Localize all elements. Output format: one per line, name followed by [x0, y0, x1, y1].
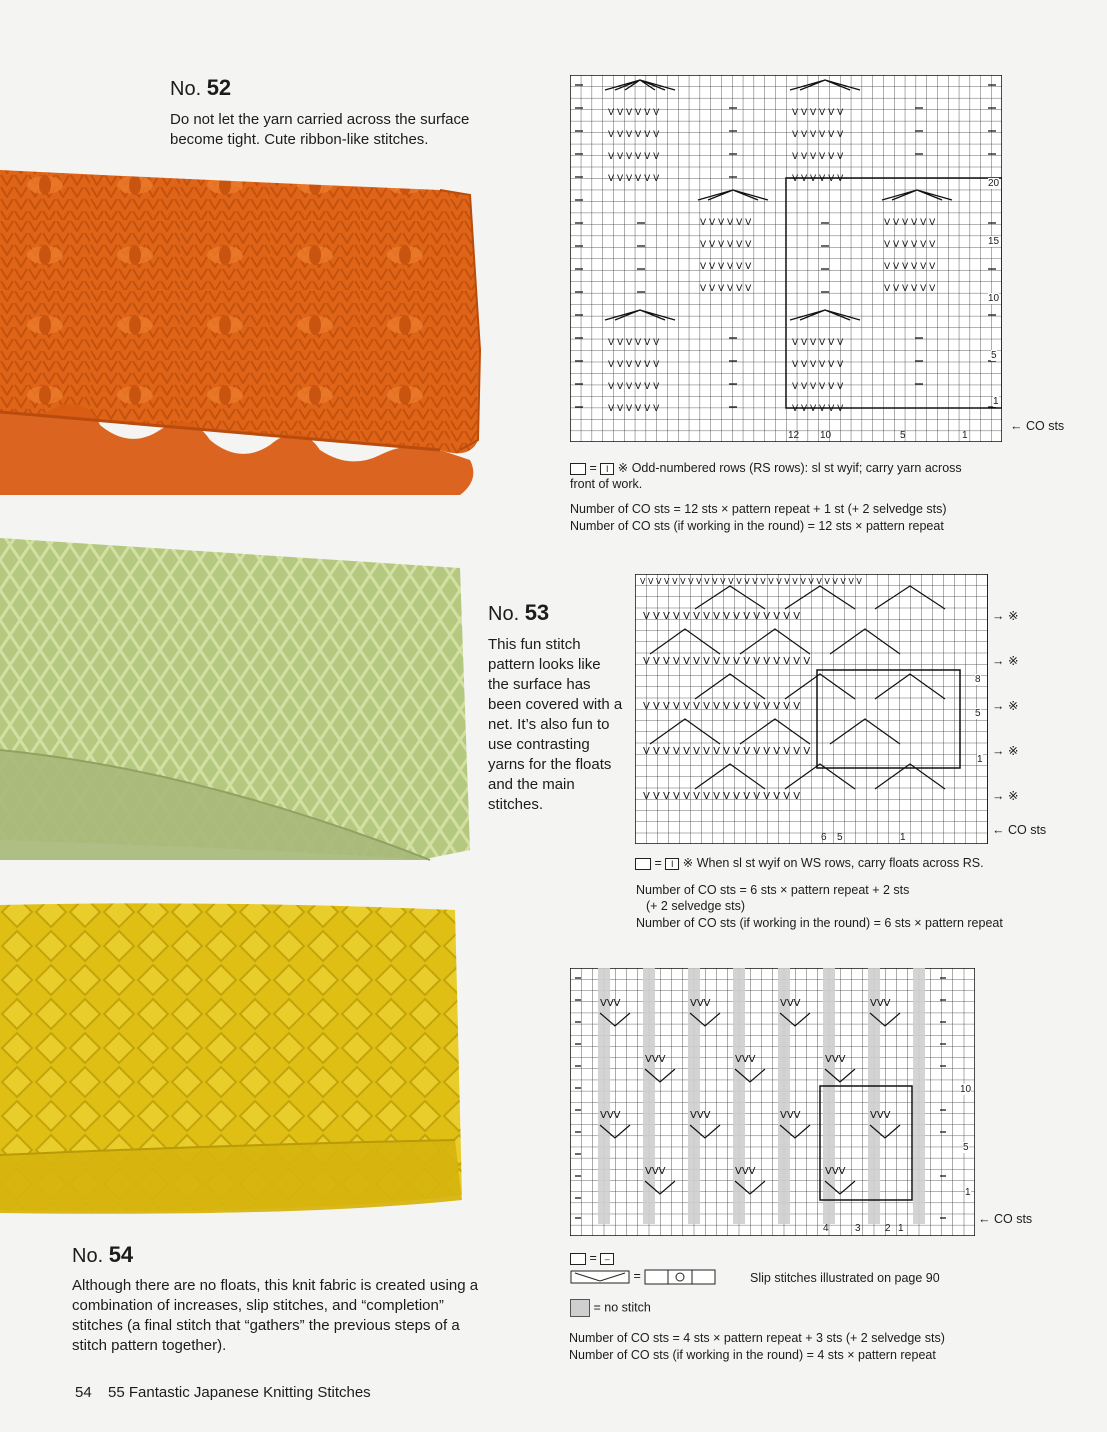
- chart-53-co-line-1: Number of CO sts = 6 sts × pattern repeat + 2 sts: [636, 883, 910, 897]
- stitch-54-description: Although there are no floats, this knit fabric is created using a combination of increases, slip stitches, and “completion” stitches (a final stitch that “gathers” the previous steps of a stitch pattern together).: [72, 1277, 479, 1354]
- chart-53-legend-text: When sl st wyif on WS rows, carry floats across RS.: [696, 856, 984, 870]
- chart-53-row-number: 5: [975, 708, 981, 719]
- chart-52-col-number: 10: [820, 430, 832, 441]
- chart-54-slip-note: Slip stitches illustrated on page 90: [750, 1271, 940, 1285]
- green-knit-swatch: [0, 530, 480, 870]
- chart-54-row-number: 5: [963, 1142, 969, 1153]
- svg-text:V V V V V V: V V V V V V: [792, 108, 844, 118]
- svg-text:VVV: VVV: [645, 1054, 666, 1065]
- chart-52-legend-text: Odd-numbered rows (RS rows): sl st wyif; carry yarn across front of work.: [570, 461, 962, 491]
- chart-54-col-number: 2: [885, 1223, 891, 1234]
- svg-text:V V V V V V V V V V V V V V: V V V V V V V V V V V V V V V V: [643, 611, 801, 622]
- legend-slip-stitch-icon: I: [600, 463, 614, 475]
- chart-52: [570, 75, 1002, 442]
- stitch-52-description: Do not let the yarn carried across the surface become tight. Cute ribbon-like stitches.: [170, 111, 470, 148]
- svg-text:VVV: VVV: [780, 998, 801, 1009]
- svg-text:V V V V V V: V V V V V V: [608, 338, 660, 348]
- svg-text:V V V V V V V V V V V V V V V: V V V V V V V V V V V V V V V V V V V V V V V V V V V V: [640, 577, 862, 586]
- svg-text:V V V V V V: V V V V V V: [792, 404, 844, 414]
- yellow-knit-swatch: [0, 895, 470, 1225]
- chart-52-row-number: 20: [988, 178, 1000, 189]
- chart-52-row-number: 15: [988, 236, 1000, 247]
- chart-53-legend: = I ※ When sl st wyif on WS rows, carry floats across RS.: [635, 855, 1055, 871]
- chart-52-grid: [570, 75, 1002, 442]
- chart-54-grid: [570, 968, 975, 1236]
- chart-53-co-line-2: Number of CO sts (if working in the round) = 6 sts × pattern repeat: [636, 916, 1003, 930]
- svg-text:V V V V V V V V V V V V V V: V V V V V V V V V V V V V V V V: [643, 791, 801, 802]
- legend-no-stitch-icon: [570, 1299, 590, 1317]
- chart-54: [570, 968, 975, 1236]
- chart-54-col-number: 4: [823, 1223, 829, 1234]
- svg-text:VVV: VVV: [870, 1110, 891, 1121]
- chart-52-col-number: 1: [962, 430, 968, 441]
- chart-53-legend-symbol: ※: [682, 856, 694, 870]
- svg-text:V V V V V V: V V V V V V: [700, 262, 752, 272]
- arrow-left-icon: ←: [978, 1212, 991, 1226]
- chart-54-legend-2: =: [570, 1268, 716, 1285]
- svg-text:V V V V V V: V V V V V V: [700, 218, 752, 228]
- page-number: 54: [75, 1384, 92, 1401]
- chart-53-row-number: 1: [977, 754, 983, 765]
- svg-text:VVV: VVV: [825, 1166, 846, 1177]
- stitch-53-no-label: No.: [488, 603, 520, 625]
- chart-53-row-mark: → ※: [992, 744, 1019, 758]
- chart-52-co-line-1: Number of CO sts = 12 sts × pattern repeat + 1 st (+ 2 selvedge sts): [570, 502, 947, 516]
- chart-53-row-mark: → ※: [992, 654, 1019, 668]
- svg-text:V V V V V V: V V V V V V: [608, 174, 660, 184]
- chart-54-legend-3: [570, 1299, 651, 1317]
- svg-text:VVV: VVV: [690, 998, 711, 1009]
- svg-text:V V V V V V: V V V V V V: [608, 382, 660, 392]
- chart-53-co-line-1b: (+ 2 selvedge sts): [646, 899, 746, 913]
- chart-53-co-label: CO sts: [1007, 823, 1047, 837]
- arrow-left-icon: ←: [992, 823, 1005, 837]
- chart-53-col-number: 5: [837, 832, 843, 843]
- legend-empty-square-icon: [570, 463, 586, 475]
- svg-text:VVV: VVV: [870, 998, 891, 1009]
- legend-slip-stitch-icon: I: [665, 858, 679, 870]
- stitch-53-number: 53: [524, 600, 550, 625]
- svg-text:V V V V V V: V V V V V V: [792, 130, 844, 140]
- chart-52-row-number: 10: [988, 293, 1000, 304]
- svg-text:V V V V V V: V V V V V V: [608, 404, 660, 414]
- chart-54-co-label: CO sts: [993, 1212, 1033, 1226]
- svg-text:V V V V V V: V V V V V V: [792, 360, 844, 370]
- chart-53: [635, 574, 988, 844]
- stitch-52-number: 52: [206, 75, 232, 100]
- svg-text:VVV: VVV: [645, 1166, 666, 1177]
- chart-53-col-number: 1: [900, 832, 906, 843]
- chart-54-row-number: 1: [965, 1187, 971, 1198]
- chart-53-co-marker: [992, 822, 1046, 838]
- svg-text:V V V V V V V V V V V V V V: V V V V V V V V V V V V V V V V V: [643, 746, 811, 757]
- legend-empty-square-icon: [635, 858, 651, 870]
- chart-52-co-line-2: Number of CO sts (if working in the round) = 12 sts × pattern repeat: [570, 519, 944, 533]
- svg-text:V V V V V V: V V V V V V: [700, 284, 752, 294]
- chart-52-co-marker: [1010, 418, 1064, 434]
- svg-text:V V V V V V V V V V V V V V: V V V V V V V V V V V V V V V V V: [643, 656, 811, 667]
- stitch-53-description: This fun stitch pattern looks like the surface has been covered with a net. It’s also fun to use contrasting yarns for the floats and the main stitches.: [488, 636, 623, 813]
- page-footer: [75, 1384, 371, 1401]
- svg-text:V V V V V V: V V V V V V: [792, 152, 844, 162]
- chart-54-co-marker: [978, 1211, 1032, 1227]
- stitch-52-title: [170, 75, 231, 101]
- swatch-photo-54: [0, 895, 470, 1225]
- svg-text:VVV: VVV: [600, 998, 621, 1009]
- book-title: 55 Fantastic Japanese Knitting Stitches: [108, 1384, 371, 1401]
- chart-53-row-mark: → ※: [992, 789, 1019, 803]
- svg-text:V V V V V V: V V V V V V: [608, 130, 660, 140]
- chart-53-grid: [635, 574, 988, 844]
- chart-52-col-number: 5: [900, 430, 906, 441]
- chart-54-col-number: 3: [855, 1223, 861, 1234]
- stitch-53-title: [488, 600, 549, 626]
- svg-text:VVV: VVV: [735, 1054, 756, 1065]
- stitch-54-number: 54: [108, 1242, 134, 1267]
- chart-54-legend-1: = –: [570, 1250, 614, 1266]
- svg-text:VVV: VVV: [825, 1054, 846, 1065]
- legend-increase-stitch-icon: [644, 1269, 716, 1285]
- chart-52-legend-symbol: ※: [617, 461, 629, 475]
- chart-52-co-label: CO sts: [1025, 419, 1065, 433]
- chart-54-col-number: 1: [898, 1223, 904, 1234]
- svg-text:V V V V V V: V V V V V V: [792, 338, 844, 348]
- chart-52-col-number: 12: [788, 430, 800, 441]
- chart-52-row-number: 5: [991, 350, 997, 361]
- legend-purl-stitch-icon: –: [600, 1253, 614, 1265]
- chart-54-row-number: 10: [960, 1084, 972, 1095]
- legend-completion-stitch-icon: [570, 1270, 630, 1284]
- chart-53-row-number: 8: [975, 674, 981, 685]
- svg-text:V V V V V V V V V V V V V V: V V V V V V V V V V V V V V V V: [643, 701, 801, 712]
- chart-53-row-mark: → ※: [992, 699, 1019, 713]
- stitch-54-title: [72, 1242, 133, 1268]
- chart-53-row-mark: → ※: [992, 609, 1019, 623]
- swatch-photo-53: [0, 530, 480, 870]
- chart-54-no-stitch-label: = no stitch: [593, 1300, 651, 1315]
- chart-52-row-number: 1: [993, 396, 999, 407]
- svg-text:VVV: VVV: [735, 1166, 756, 1177]
- svg-text:V V V V V V: V V V V V V: [608, 108, 660, 118]
- svg-text:VVV: VVV: [600, 1110, 621, 1121]
- chart-53-col-number: 6: [821, 832, 827, 843]
- svg-text:V V V V V V: V V V V V V: [884, 240, 936, 250]
- svg-text:V V V V V V: V V V V V V: [608, 152, 660, 162]
- svg-text:VVV: VVV: [780, 1110, 801, 1121]
- svg-text:V V V V V V: V V V V V V: [792, 382, 844, 392]
- arrow-left-icon: ←: [1010, 419, 1023, 433]
- svg-text:V V V V V V: V V V V V V: [700, 240, 752, 250]
- svg-text:VVV: VVV: [690, 1110, 711, 1121]
- stitch-54-no-label: No.: [72, 1245, 104, 1267]
- chart-52-legend: = I ※ Odd-numbered rows (RS rows): sl st wyif; carry yarn across front of work.: [570, 461, 962, 491]
- svg-text:V V V V V V: V V V V V V: [608, 360, 660, 370]
- orange-knit-swatch: [0, 150, 490, 510]
- svg-text:V V V V V V: V V V V V V: [884, 284, 936, 294]
- svg-text:V V V V V V: V V V V V V: [884, 218, 936, 228]
- chart-54-co-line-2: Number of CO sts (if working in the round) = 4 sts × pattern repeat: [569, 1348, 936, 1362]
- stitch-52-no-label: No.: [170, 78, 202, 100]
- swatch-photo-52: [0, 150, 490, 510]
- chart-54-co-line-1: Number of CO sts = 4 sts × pattern repeat + 3 sts (+ 2 selvedge sts): [569, 1331, 945, 1345]
- legend-empty-square-icon: [570, 1253, 586, 1265]
- svg-text:V V V V V V: V V V V V V: [884, 262, 936, 272]
- svg-text:V V V V V V: V V V V V V: [792, 174, 844, 184]
